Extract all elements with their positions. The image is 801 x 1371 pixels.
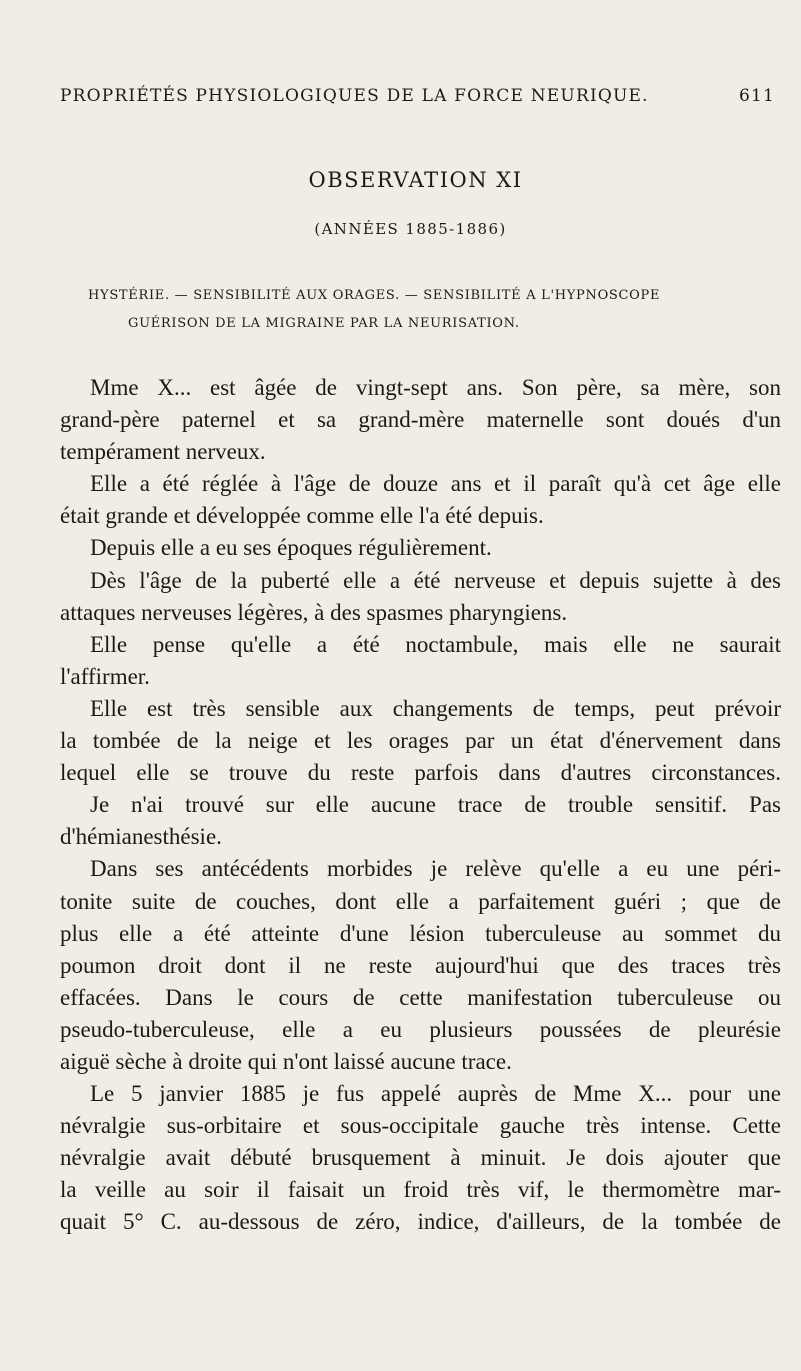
body-line: tonite suite de couches, dont elle a parfaitement guéri ; que de xyxy=(60,888,781,914)
body-line: Elle a été réglée à l'âge de douze ans et il paraît qu'à cet âge elle xyxy=(90,471,781,497)
observation-subheading-line-2: GUÉRISON DE LA MIGRAINE PAR LA NEURISATION. xyxy=(128,316,520,331)
body-line: effacées. Dans le cours de cette manifestation tuberculeuse ou xyxy=(60,984,781,1010)
page-number: 611 xyxy=(738,86,775,106)
body-line: Elle pense qu'elle a été noctambule, mais elle ne saurait xyxy=(90,631,781,657)
body-line: grand-père paternel et sa grand-mère maternelle sont doués d'un xyxy=(60,407,781,433)
body-line: Depuis elle a eu ses époques régulièrement. xyxy=(90,535,492,561)
body-line: quait 5° C. au-dessous de zéro, indice, d'ailleurs, de la tombée de xyxy=(60,1209,781,1235)
running-title: PROPRIÉTÉS PHYSIOLOGIQUES DE LA FORCE NEURIQUE. xyxy=(60,86,649,106)
observation-subheading-line-1: HYSTÉRIE. — SENSIBILITÉ AUX ORAGES. — SENSIBILITÉ A L'HYPNOSCOPE xyxy=(88,288,661,303)
body-line: l'affirmer. xyxy=(60,663,150,689)
body-line: attaques nerveuses légères, à des spasmes pharyngiens. xyxy=(60,599,568,625)
body-line: était grande et développée comme elle l'a été depuis. xyxy=(60,503,544,529)
running-head xyxy=(60,86,775,106)
body-line: Dès l'âge de la puberté elle a été nerveuse et depuis sujette à des xyxy=(90,567,781,593)
body-line: la veille au soir il faisait un froid très vif, le thermomètre mar- xyxy=(60,1177,781,1203)
body-line: plus elle a été atteinte d'une lésion tuberculeuse au sommet du xyxy=(60,920,781,946)
body-line: névralgie avait débuté brusquement à minuit. Je dois ajouter que xyxy=(60,1145,781,1171)
body-line: la tombée de la neige et les orages par un état d'énervement dans xyxy=(60,728,781,754)
body-line: tempérament nerveux. xyxy=(60,439,266,465)
body-line: lequel elle se trouve du reste parfois dans d'autres circonstances. xyxy=(60,760,781,786)
body-line: aiguë sèche à droite qui n'ont laissé aucune trace. xyxy=(60,1048,512,1074)
observation-title: OBSERVATION XI xyxy=(308,168,523,192)
body-line: Je n'ai trouvé sur elle aucune trace de trouble sensitif. Pas xyxy=(90,792,781,818)
body-line: Le 5 janvier 1885 je fus appelé auprès de Mme X... pour une xyxy=(90,1081,781,1107)
body-line: pseudo-tuberculeuse, elle a eu plusieurs poussées de pleurésie xyxy=(60,1016,781,1042)
body-line: Dans ses antécédents morbides je relève qu'elle a eu une péri- xyxy=(90,856,781,882)
body-text xyxy=(60,372,781,1239)
observation-years: (ANNÉES 1885-1886) xyxy=(314,220,507,238)
body-line: névralgie sus-orbitaire et sous-occipitale gauche très intense. Cette xyxy=(60,1113,781,1139)
body-line: poumon droit dont il ne reste aujourd'hui que des traces très xyxy=(60,952,781,978)
body-line: Elle est très sensible aux changements de temps, peut prévoir xyxy=(90,695,781,721)
body-line: Mme X... est âgée de vingt-sept ans. Son père, sa mère, son xyxy=(90,375,781,400)
body-line: d'hémianesthésie. xyxy=(60,824,222,850)
